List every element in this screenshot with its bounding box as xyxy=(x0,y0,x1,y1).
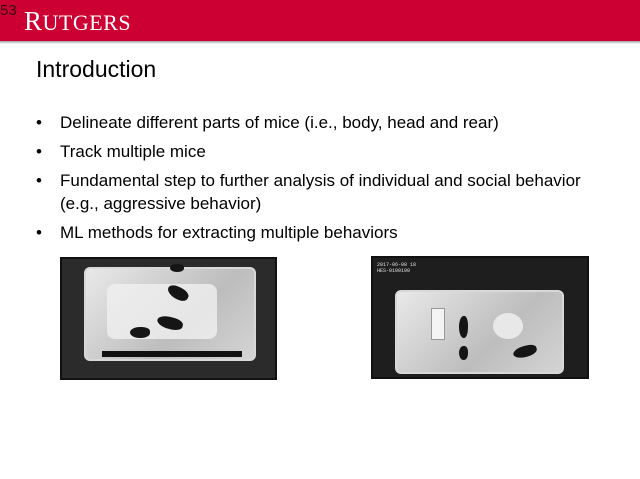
mice-cage-photo-top-view xyxy=(60,257,277,380)
bullet-list xyxy=(36,111,616,250)
slide-title: Introduction xyxy=(36,56,157,82)
bullet-item xyxy=(36,111,616,134)
cage xyxy=(395,290,564,374)
cage-floor xyxy=(107,284,217,339)
timestamp-overlay: 2017-06-08 18 HES-0100190 xyxy=(377,262,417,274)
bullet-item xyxy=(36,221,616,244)
cage-insert xyxy=(431,308,445,340)
mouse xyxy=(130,327,150,338)
bullet-text: Fundamental step to further analysis of individual and social behavior (e.g., aggressive behavior) xyxy=(60,171,581,213)
slide-number: 53 xyxy=(0,2,17,19)
mouse xyxy=(170,264,184,272)
bullet-dot: • xyxy=(36,142,42,161)
bullet-item xyxy=(36,140,616,163)
bullet-dot: • xyxy=(36,223,42,242)
cage-object xyxy=(493,313,523,339)
bullet-dot: • xyxy=(36,113,42,132)
bullet-text: ML methods for extracting multiple behaviors xyxy=(60,223,398,242)
bullet-dot: • xyxy=(36,171,42,190)
banner-shadow xyxy=(0,41,640,44)
mice-cage-photo-side-view xyxy=(371,256,589,379)
cage-edge xyxy=(102,351,242,357)
bullet-text: Track multiple mice xyxy=(60,142,206,161)
bullet-item xyxy=(36,169,616,215)
rutgers-logo: RUTGERS xyxy=(24,6,132,36)
mouse xyxy=(459,316,468,338)
mouse xyxy=(459,346,468,360)
bullet-text: Delineate different parts of mice (i.e., body, head and rear) xyxy=(60,113,499,132)
